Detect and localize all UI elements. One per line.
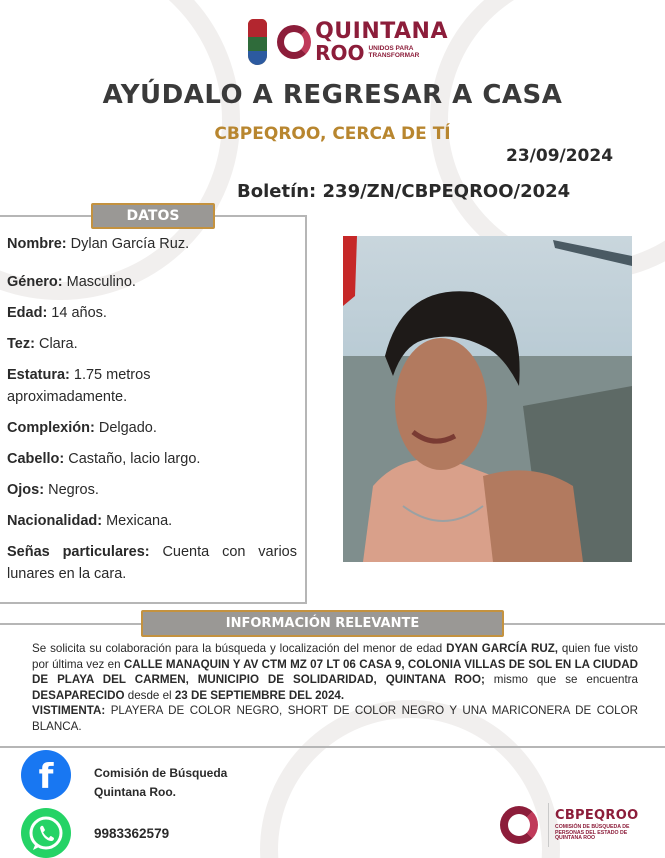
cbpeqroo-mark-icon xyxy=(500,806,538,844)
logo-brand-line2: ROO xyxy=(315,41,365,65)
quintana-roo-logo xyxy=(277,21,448,63)
facebook-line2: Quintana Roo. xyxy=(94,785,176,799)
bulletin-number: Boletín: 239/ZN/CBPEQROO/2024 xyxy=(237,181,571,202)
field-complexion: Complexión: Delgado. xyxy=(7,420,157,436)
facebook-line1: Comisión de Búsqueda xyxy=(94,766,228,780)
field-genero: Género: Masculino. xyxy=(7,274,136,290)
phone-number: 9983362579 xyxy=(94,826,170,841)
logo-divider xyxy=(548,803,549,847)
field-edad: Edad: 14 años. xyxy=(7,305,107,321)
field-estatura: Estatura: 1.75 metros aproximadamente. xyxy=(7,367,151,405)
cbpeqroo-name: CBPEQROO xyxy=(555,807,639,823)
bulletin-date: 23/09/2024 xyxy=(506,146,614,166)
clothing-paragraph: VISTIMENTA: PLAYERA DE COLOR NEGRO, SHORT DE COLOR NEGRO Y UNA MARICONERA DE COLOR BLANCA. xyxy=(32,704,638,733)
facebook-contact xyxy=(94,764,227,802)
field-senas: Señas particulares: Cuenta con varios lunares en la cara. xyxy=(7,544,297,582)
field-ojos: Ojos: Negros. xyxy=(7,482,99,498)
state-seal-icon xyxy=(248,19,267,65)
logo-brand-line1: QUINTANA xyxy=(315,19,448,44)
logo-tagline: UNIDOS PARA TRANSFORMAR xyxy=(368,45,420,59)
field-cabello: Cabello: Castaño, lacio largo. xyxy=(7,451,201,467)
info-paragraph: Se solicita su colaboración para la búsqueda y localización del menor de edad DYAN GARCÍA RUZ, quien fue visto por última vez en CALLE MANAQUIN Y AV CTM MZ 07 LT 06 CASA 9, COLONIA VILLAS DE SOL EN LA CIUDAD DE PLAYA DEL CARMEN, MUNICIPIO DE SOLIDARIDAD, QUINTANA ROO; mismo que se encuentra DESAPARECIDO desde el 23 DE SEPTIEMBRE DEL 2024. xyxy=(32,642,639,702)
whatsapp-icon[interactable] xyxy=(21,808,71,858)
datos-panel xyxy=(0,215,307,604)
header-logos xyxy=(248,16,448,68)
photo-illustration xyxy=(343,236,632,562)
field-tez: Tez: Clara. xyxy=(7,336,78,352)
quintana-roo-mark-icon xyxy=(277,25,311,59)
cbpeqroo-logo xyxy=(500,800,660,850)
facebook-icon[interactable]: f xyxy=(21,750,71,800)
page-title: AYÚDALO A REGRESAR A CASA xyxy=(102,80,563,110)
info-heading: INFORMACIÓN RELEVANTE xyxy=(141,610,504,637)
missing-person-photo xyxy=(343,236,632,562)
datos-heading: DATOS xyxy=(91,203,215,229)
field-nombre: Nombre: Dylan García Ruz. xyxy=(7,236,190,252)
cbpeqroo-tagline: COMISIÓN DE BÚSQUEDA DE PERSONAS DEL ESTADO DE QUINTANA ROO xyxy=(555,823,630,842)
field-nacionalidad: Nacionalidad: Mexicana. xyxy=(7,513,173,529)
page-subtitle: CBPEQROO, CERCA DE TÍ xyxy=(214,124,451,144)
info-panel xyxy=(0,623,665,748)
